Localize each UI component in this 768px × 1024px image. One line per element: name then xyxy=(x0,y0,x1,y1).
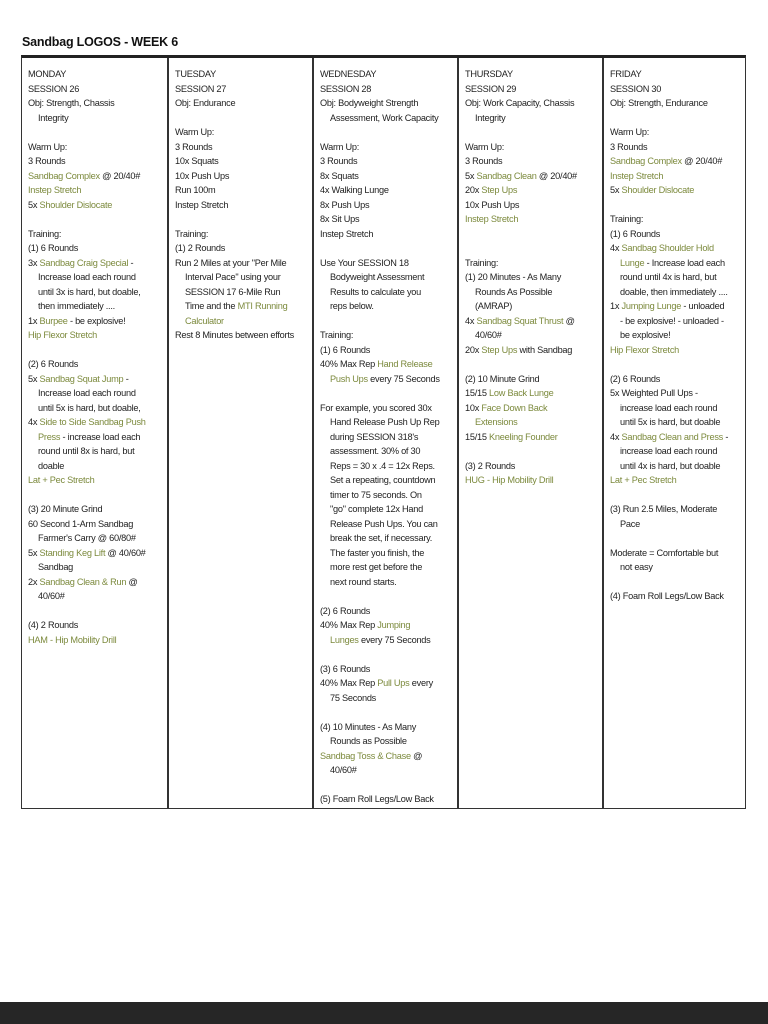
plan-line: 4x Walking Lunge xyxy=(320,185,389,195)
plan-line xyxy=(320,386,452,401)
plan-line: Increase load each round xyxy=(38,272,136,282)
plan-line: Run 100m xyxy=(175,185,216,195)
exercise-link[interactable]: Extensions xyxy=(475,417,518,427)
plan-line: (1) 6 Rounds xyxy=(320,344,371,355)
plan-line xyxy=(610,256,740,271)
plan-line: (3) 2 Rounds xyxy=(465,460,516,471)
plan-line: (1) 6 Rounds xyxy=(28,243,79,253)
exercise-link[interactable]: MTI Running xyxy=(237,301,288,311)
plan-line xyxy=(465,430,597,445)
plan-line: Reps = 30 x .4 = 12x Reps. xyxy=(330,460,435,471)
plan-line xyxy=(175,314,307,329)
plan-line xyxy=(320,125,452,140)
plan-line: be explosive! xyxy=(620,330,671,340)
exercise-link[interactable]: Sandbag Complex xyxy=(28,170,100,181)
exercise-link[interactable]: Lat + Pec Stretch xyxy=(610,475,677,485)
plan-line xyxy=(465,169,597,184)
plan-line xyxy=(320,357,452,372)
line-text: 5x xyxy=(610,185,622,195)
plan-line: Rounds As Possible xyxy=(475,286,553,297)
plan-line: Obj: Bodyweight Strength xyxy=(320,98,419,108)
line-text: @ 40/60# xyxy=(105,547,146,558)
line-text: 20x xyxy=(465,344,482,355)
day-heading: TUESDAY xyxy=(175,69,216,79)
plan-line: - be explosive! - unloaded - xyxy=(620,315,724,326)
plan-line xyxy=(28,328,162,343)
plan-line: Warm Up: xyxy=(320,141,360,152)
plan-line: round until 4x is hard, but xyxy=(620,272,717,282)
exercise-link[interactable]: Standing Keg Lift xyxy=(39,547,106,558)
plan-line: (4) Foam Roll Legs/Low Back xyxy=(610,591,724,601)
plan-line: (2) 10 Minute Grind xyxy=(465,373,540,384)
day-column-thursday xyxy=(457,58,602,808)
plan-line: Training: xyxy=(465,257,499,268)
line-text: 3x xyxy=(28,257,40,268)
exercise-link[interactable]: Sandbag Squat Jump xyxy=(39,373,124,384)
plan-line: Rounds as Possible xyxy=(330,736,407,746)
plan-line xyxy=(465,415,597,430)
plan-line: Run 2 Miles at your "Per Mile xyxy=(175,257,287,268)
plan-line xyxy=(610,241,740,256)
plan-line xyxy=(175,212,307,227)
line-text: 5x xyxy=(465,170,477,181)
exercise-link[interactable]: Instep Stretch xyxy=(465,214,519,224)
plan-line xyxy=(28,343,162,358)
day-heading: MONDAY xyxy=(28,69,67,79)
plan-line: 10x Push Ups xyxy=(175,170,230,181)
plan-line: SESSION 26 xyxy=(28,83,80,94)
plan-line xyxy=(28,125,162,140)
plan-line xyxy=(465,125,597,140)
exercise-link[interactable]: HAM - Hip Mobility Drill xyxy=(28,634,117,645)
plan-line: until 4x is hard, but doable xyxy=(620,460,721,471)
plan-line: 10x Squats xyxy=(175,156,219,166)
plan-line xyxy=(320,647,452,662)
exercise-link[interactable]: Shoulder Dislocate xyxy=(621,185,695,195)
plan-line: Training: xyxy=(28,228,62,239)
line-text: 15/15 xyxy=(465,388,490,398)
plan-line: Interval Pace" using your xyxy=(185,272,281,282)
plan-line: Moderate = Comfortable but xyxy=(610,547,719,558)
plan-line: Results to calculate you xyxy=(330,286,422,297)
plan-line: 75 Seconds xyxy=(330,692,377,703)
plan-line xyxy=(610,488,740,503)
plan-line: until 3x is hard, but doable, xyxy=(38,286,141,297)
plan-line: assessment. 30% of 30 xyxy=(330,446,421,456)
plan-line: Integrity xyxy=(38,112,69,123)
plan-line xyxy=(610,357,740,372)
line-text: 4x xyxy=(28,417,40,427)
plan-line: SESSION 30 xyxy=(610,83,662,94)
exercise-link[interactable]: Sandbag Complex xyxy=(610,156,682,166)
plan-line: more rest get before the xyxy=(330,562,423,572)
line-text: @ 20/40# xyxy=(681,156,723,166)
plan-line: (1) 20 Minutes - As Many xyxy=(465,272,562,282)
exercise-link[interactable]: Lat + Pec Stretch xyxy=(28,475,95,485)
plan-line: Pace xyxy=(620,518,640,529)
exercise-link[interactable]: Step Ups xyxy=(481,344,518,355)
day-column-wednesday xyxy=(312,58,457,808)
plan-line: (1) 6 Rounds xyxy=(610,228,661,239)
plan-line: Assessment, Work Capacity xyxy=(330,112,439,123)
exercise-link[interactable]: Lunge xyxy=(620,257,645,268)
plan-line xyxy=(28,372,162,387)
plan-line: 60 Second 1-Arm Sandbag xyxy=(28,518,134,529)
plan-line: not easy xyxy=(620,562,653,572)
plan-line xyxy=(28,256,162,271)
plan-line: Farmer's Carry @ 60/80# xyxy=(38,533,136,543)
line-text: 15/15 xyxy=(465,431,490,442)
plan-line xyxy=(320,314,452,329)
line-text: - unloaded xyxy=(681,301,725,311)
plan-line: 3 Rounds xyxy=(320,156,358,166)
plan-line: (3) 6 Rounds xyxy=(320,663,371,674)
plan-line: during SESSION 318's xyxy=(330,431,419,442)
plan-line: (4) 2 Rounds xyxy=(28,620,79,630)
day-column-monday xyxy=(22,58,167,808)
plan-line xyxy=(28,633,162,648)
plan-line xyxy=(28,169,162,184)
plan-line: SESSION 27 xyxy=(175,83,227,94)
day-heading: WEDNESDAY xyxy=(320,69,377,79)
exercise-link[interactable]: Instep Stretch xyxy=(610,170,664,181)
plan-line: SESSION 29 xyxy=(465,83,517,94)
exercise-link[interactable]: Sandbag Shoulder Hold xyxy=(621,243,714,253)
plan-line xyxy=(465,444,597,459)
exercise-link[interactable]: Sandbag Clean and Press xyxy=(621,431,724,442)
plan-line: Obj: Work Capacity, Chassis xyxy=(465,98,575,108)
plan-line xyxy=(465,343,597,358)
plan-line: (5) Foam Roll Legs/Low Back xyxy=(320,794,434,804)
line-text: 4x xyxy=(610,431,622,442)
line-text: - xyxy=(723,431,729,442)
exercise-link[interactable]: Push Ups xyxy=(330,373,368,384)
line-text: every 75 Seconds xyxy=(358,634,431,645)
plan-line: 3 Rounds xyxy=(28,156,66,166)
plan-line xyxy=(175,299,307,314)
plan-line: Obj: Endurance xyxy=(175,98,236,108)
plan-line: until 5x is hard, but doable xyxy=(620,417,721,427)
line-text: every xyxy=(409,678,434,688)
plan-line xyxy=(465,401,597,416)
exercise-link[interactable]: Jumping Lunge xyxy=(621,301,682,311)
plan-line xyxy=(610,473,740,488)
line-text: 40% Max Rep xyxy=(320,359,378,369)
plan-line xyxy=(320,676,452,691)
exercise-link[interactable]: Shoulder Dislocate xyxy=(39,199,113,210)
exercise-link[interactable]: Hand Release xyxy=(377,359,433,369)
exercise-link[interactable]: Burpee xyxy=(39,315,68,326)
line-text: 4x xyxy=(610,243,622,253)
exercise-link[interactable]: Step Ups xyxy=(481,185,518,195)
plan-line: Bodyweight Assessment xyxy=(330,272,425,282)
plan-line: then immediately .... xyxy=(38,301,115,311)
plan-line xyxy=(320,372,452,387)
exercise-link[interactable]: Press xyxy=(38,431,61,442)
plan-line: Warm Up: xyxy=(28,141,68,152)
exercise-link[interactable]: Hip Flexor Stretch xyxy=(610,344,680,355)
line-text: Time and the xyxy=(185,301,238,311)
plan-line: doable xyxy=(38,460,65,471)
plan-line: (2) 6 Rounds xyxy=(610,373,661,384)
plan-line xyxy=(610,198,740,213)
plan-line: Warm Up: xyxy=(175,127,215,137)
plan-line: 10x Push Ups xyxy=(465,199,520,210)
plan-line: For example, you scored 30x xyxy=(320,402,432,413)
plan-line: Hand Release Push Up Rep xyxy=(330,417,440,427)
line-text: 10x xyxy=(465,402,482,413)
plan-line: Instep Stretch xyxy=(175,199,229,210)
day-heading: FRIDAY xyxy=(610,69,642,79)
exercise-link[interactable]: HUG - Hip Mobility Drill xyxy=(465,475,554,485)
plan-line: The faster you finish, the xyxy=(330,547,425,558)
plan-line: 3 Rounds xyxy=(465,156,503,166)
plan-line: reps below. xyxy=(330,301,374,311)
plan-line xyxy=(28,183,162,198)
plan-line xyxy=(465,183,597,198)
plan-line xyxy=(28,488,162,503)
plan-line xyxy=(320,633,452,648)
exercise-link[interactable]: Instep Stretch xyxy=(28,185,82,195)
plan-line: 8x Squats xyxy=(320,170,359,181)
plan-line: Use Your SESSION 18 xyxy=(320,257,409,268)
plan-line: Warm Up: xyxy=(465,141,505,152)
plan-line xyxy=(610,343,740,358)
plan-line: 8x Sit Ups xyxy=(320,214,360,224)
plan-line xyxy=(28,314,162,329)
plan-line: (4) 10 Minutes - As Many xyxy=(320,721,417,732)
exercise-link[interactable]: Calculator xyxy=(185,315,224,326)
line-text: @ xyxy=(410,750,423,761)
plan-line: 3 Rounds xyxy=(175,141,213,152)
plan-line xyxy=(465,386,597,401)
line-text: 40% Max Rep xyxy=(320,620,378,630)
exercise-link[interactable]: Sandbag Craig Special xyxy=(39,257,129,268)
plan-line: Training: xyxy=(320,330,354,340)
line-text: - increase load each xyxy=(60,431,141,442)
plan-line: increase load each round xyxy=(620,446,718,456)
plan-line xyxy=(28,473,162,488)
plan-line: doable, then immediately .... xyxy=(620,286,728,297)
plan-line xyxy=(320,241,452,256)
plan-line xyxy=(320,778,452,793)
plan-line: Set a repeating, countdown xyxy=(330,475,436,485)
plan-line xyxy=(465,473,597,488)
plan-line: 8x Push Ups xyxy=(320,199,370,210)
exercise-link[interactable]: Low Back Lunge xyxy=(489,388,554,398)
day-heading: THURSDAY xyxy=(465,69,513,79)
day-column-tuesday xyxy=(167,58,312,808)
plan-line xyxy=(610,430,740,445)
plan-line: Obj: Strength, Chassis xyxy=(28,98,115,108)
line-text: every 75 Seconds xyxy=(367,373,440,384)
plan-line: (2) 6 Rounds xyxy=(320,605,371,616)
plan-line xyxy=(175,111,307,126)
plan-line xyxy=(28,546,162,561)
exercise-link[interactable]: Jumping xyxy=(377,620,411,630)
exercise-link[interactable]: Pull Ups xyxy=(377,678,410,688)
plan-line xyxy=(28,212,162,227)
plan-line: (3) Run 2.5 Miles, Moderate xyxy=(610,504,718,514)
plan-line: SESSION 17 6-Mile Run xyxy=(185,286,281,297)
plan-line: (2) 6 Rounds xyxy=(28,359,79,369)
plan-line: Sandbag xyxy=(38,562,74,572)
plan-line xyxy=(28,604,162,619)
plan-line: Increase load each round xyxy=(38,388,136,398)
plan-line xyxy=(465,227,597,242)
exercise-link[interactable]: Sandbag Toss & Chase xyxy=(320,750,411,761)
bottom-toolbar xyxy=(0,1002,768,1024)
plan-line xyxy=(320,705,452,720)
plan-line: round until 8x is hard, but xyxy=(38,446,135,456)
line-text: @ 20/40# xyxy=(536,170,577,181)
plan-line: timer to 75 seconds. On xyxy=(330,489,422,500)
plan-line xyxy=(610,299,740,314)
plan-line xyxy=(610,575,740,590)
exercise-link[interactable]: Sandbag Clean xyxy=(476,170,537,181)
plan-line: 40/60# xyxy=(475,330,502,340)
line-text: - be explosive! xyxy=(67,315,126,326)
plan-line: (1) 2 Rounds xyxy=(175,243,226,253)
exercise-link[interactable]: Side to Side Sandbag Push xyxy=(39,417,146,427)
plan-line xyxy=(28,430,162,445)
plan-line xyxy=(465,212,597,227)
plan-line: 3 Rounds xyxy=(610,141,648,152)
plan-line: "go" complete 12x Hand xyxy=(330,504,423,514)
exercise-link[interactable]: Face Down Back xyxy=(481,402,548,413)
line-text: 5x xyxy=(28,199,40,210)
plan-line xyxy=(28,575,162,590)
plan-line: 40/60# xyxy=(38,591,65,601)
line-text: - xyxy=(123,373,129,384)
plan-line: 5x Weighted Pull Ups - xyxy=(610,388,698,398)
line-text: 1x xyxy=(610,301,622,311)
plan-line: break the set, if necessary. xyxy=(330,533,433,543)
line-text: 5x xyxy=(28,547,40,558)
page-title: Sandbag LOGOS - WEEK 6 xyxy=(22,35,179,49)
plan-line xyxy=(320,618,452,633)
exercise-link[interactable]: Sandbag Clean & Run xyxy=(39,576,127,587)
plan-line: Warm Up: xyxy=(610,127,650,137)
line-text: @ xyxy=(126,576,138,587)
exercise-link[interactable]: Lunges xyxy=(330,634,359,645)
plan-line xyxy=(610,111,740,126)
exercise-link[interactable]: Hip Flexor Stretch xyxy=(28,330,98,340)
line-text: 20x xyxy=(465,185,482,195)
plan-line: increase load each round xyxy=(620,402,718,413)
plan-line: Training: xyxy=(610,214,644,224)
plan-line xyxy=(28,415,162,430)
line-text: @ xyxy=(563,315,575,326)
line-text: 4x xyxy=(465,315,477,326)
line-text: - xyxy=(128,257,134,268)
plan-line xyxy=(610,169,740,184)
line-text: 1x xyxy=(28,315,40,326)
plan-line: Release Push Ups. You can xyxy=(330,518,438,529)
exercise-link[interactable]: Kneeling Founder xyxy=(489,431,558,442)
plan-line: Obj: Strength, Endurance xyxy=(610,98,708,108)
plan-line xyxy=(465,357,597,372)
day-column-friday xyxy=(602,58,745,808)
plan-line: Rest 8 Minutes between efforts xyxy=(175,330,294,340)
plan-line: Instep Stretch xyxy=(320,228,374,239)
plan-line: next round starts. xyxy=(330,576,397,587)
plan-line xyxy=(465,241,597,256)
plan-line: (3) 20 Minute Grind xyxy=(28,504,103,514)
line-text: 2x xyxy=(28,576,40,587)
plan-line xyxy=(320,589,452,604)
plan-line xyxy=(610,183,740,198)
plan-line xyxy=(610,531,740,546)
plan-line: SESSION 28 xyxy=(320,83,372,94)
line-text: @ 20/40# xyxy=(99,170,141,181)
line-text: 5x xyxy=(28,373,40,384)
plan-line: Training: xyxy=(175,228,209,239)
plan-line: until 5x is hard, but doable, xyxy=(38,402,141,413)
plan-line xyxy=(610,154,740,169)
line-text: 40% Max Rep xyxy=(320,678,378,688)
plan-line xyxy=(320,749,452,764)
plan-line: Integrity xyxy=(475,112,506,123)
plan-line: (AMRAP) xyxy=(475,301,513,311)
plan-line: 40/60# xyxy=(330,765,357,775)
plan-line xyxy=(28,198,162,213)
line-text: with Sandbag xyxy=(517,344,573,355)
plan-line xyxy=(465,314,597,329)
line-text: - Increase load each xyxy=(644,257,725,268)
workout-table xyxy=(21,55,746,809)
exercise-link[interactable]: Sandbag Squat Thrust xyxy=(476,315,564,326)
